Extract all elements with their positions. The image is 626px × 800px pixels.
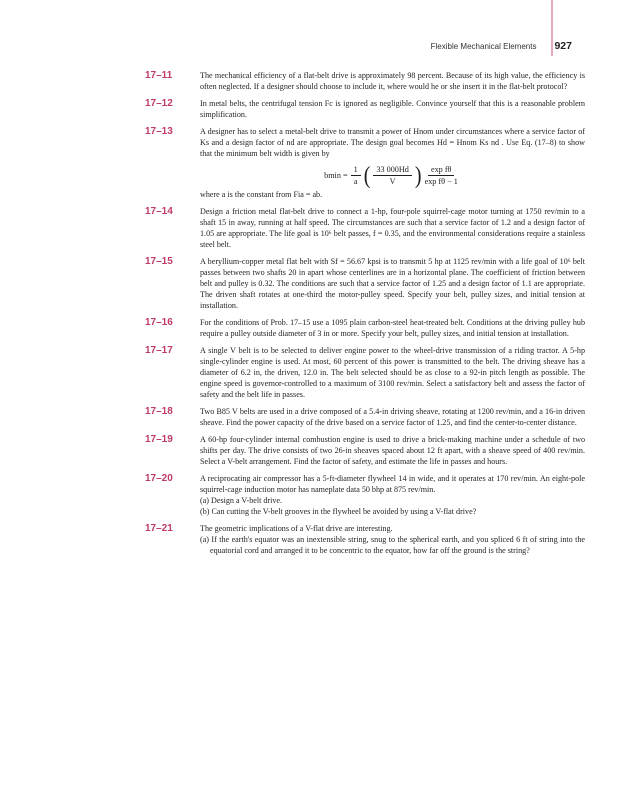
equation-lhs: bmin = xyxy=(324,171,348,180)
page-number: 927 xyxy=(554,40,572,52)
problem-number: 17–20 xyxy=(145,473,173,484)
problem-text: In metal belts, the centrifugal tension Fc is ignored as negligible. Convince yourself that this is a reasonable problem simplification. xyxy=(200,99,585,119)
problem-part-a: (a) Design a V-belt drive. xyxy=(200,496,283,505)
problem-number: 17–15 xyxy=(145,256,173,267)
problem-part-a: (a) If the earth's equator was an inextensible string, snug to the spherical earth, and you spliced 6 ft of string into the equatorial cord and arranged it to be concentric to the equator, how far off the ground is the string? xyxy=(200,535,585,555)
denominator: V xyxy=(389,177,396,186)
problem-text: A single V belt is to be selected to deliver engine power to the wheel-drive transmission of a riding tractor. A 5-hp single-cylinder engine is used. At most, 60 percent of this power is transmitted to the belt. The driving sheave has a diameter of 6.2 in, the driven, 12.0 in. The belt selected should be as close to a 92-in pitch length as possible. The engine speed is governor-controlled to a maximum of 3100 rev/min. Select a satisfactory belt and assess the factor of safety and the belt life in passes. xyxy=(200,346,585,399)
left-paren: ( xyxy=(363,162,371,189)
section-title: Flexible Mechanical Elements xyxy=(430,42,537,51)
problem-part-b: (b) Can cutting the V-belt grooves in the flywheel be avoided by using a V-flat drive? xyxy=(200,507,477,516)
problem-17-13 xyxy=(145,126,585,159)
problem-17-16 xyxy=(145,317,585,339)
problem-text: The geometric implications of a V-flat drive are interesting. xyxy=(200,524,393,533)
problem-number: 17–21 xyxy=(145,523,173,534)
problem-list xyxy=(145,70,585,562)
problem-text: A reciprocating air compressor has a 5-ft-diameter flywheel 14 in wide, and it operates at 170 rev/min. An eight-pole squirrel-cage induction motor has nameplate data 50 bhp at 875 rev/min. xyxy=(200,474,585,494)
problem-number: 17–14 xyxy=(145,206,173,217)
problem-17-18 xyxy=(145,406,585,428)
problem-number: 17–11 xyxy=(145,70,173,81)
problem-17-11 xyxy=(145,70,585,92)
problem-17-17 xyxy=(145,345,585,400)
denominator: a xyxy=(353,177,358,186)
problem-17-14 xyxy=(145,206,585,250)
equation-bmin xyxy=(200,162,585,189)
problem-number: 17–19 xyxy=(145,434,173,445)
problem-17-21 xyxy=(145,523,585,556)
fraction-3 xyxy=(425,165,458,186)
problem-17-12 xyxy=(145,98,585,120)
right-paren: ) xyxy=(414,162,422,189)
denominator: exp fθ − 1 xyxy=(424,177,458,186)
fraction-2 xyxy=(373,165,412,186)
problem-text: A designer has to select a metal-belt drive to transmit a power of Hnom under circumstances where a service factor of Ks and a design factor of nd are appropriate. The design goal becomes Hd = Hnom Ks nd . Use Eq. (17–8) to show that the minimum belt width is given by xyxy=(200,127,585,158)
problem-number: 17–17 xyxy=(145,345,173,356)
problem-number: 17–13 xyxy=(145,126,173,137)
numerator: 33 000Hd xyxy=(373,165,412,176)
problem-text: A 60-hp four-cylinder internal combustion engine is used to drive a brick-making machine under a schedule of two shifts per day. The drive consists of two 26-in sheaves spaced about 12 ft apart, with a sheave speed of 400 rev/min. Select a V-belt arrangement. Find the factor of safety, and estimate the life in passes and hours. xyxy=(200,435,585,466)
numerator: 1 xyxy=(351,165,361,176)
problem-number: 17–12 xyxy=(145,98,173,109)
problem-text: Two B85 V belts are used in a drive composed of a 5.4-in driving sheave, rotating at 1200 rev/min, and a 16-in driven sheave. Find the power capacity of the drive based on a service factor of 1.25, and find the center-to-center distance. xyxy=(200,407,585,427)
problem-17-19 xyxy=(145,434,585,467)
problem-number: 17–18 xyxy=(145,406,173,417)
problem-text: where a is the constant from Fia = ab. xyxy=(200,190,323,199)
problem-text: Design a friction metal flat-belt drive to connect a 1-hp, four-pole squirrel-cage motor turning at 1750 rev/min to a shaft 15 in away, running at half speed. The circumstances are such that a service factor of 1.2 and a design factor of 1.05 are appropriate. The life goal is 10⁶ belt passes, f = 0.35, and the environmental considerations require a stainless steel belt. xyxy=(200,207,585,249)
problem-17-13-continued xyxy=(145,189,585,200)
problem-number: 17–16 xyxy=(145,317,173,328)
fraction-1 xyxy=(351,165,361,186)
numerator: exp fθ xyxy=(428,165,455,176)
running-header xyxy=(431,40,572,52)
problem-text: For the conditions of Prob. 17–15 use a 1095 plain carbon-steel heat-treated belt. Conditions at the driving pulley hub require a pulley outside diameter of 3 in or more. Specify your belt, pulley sizes, and initial tension at installation. xyxy=(200,318,585,338)
problem-17-15 xyxy=(145,256,585,311)
problem-text: The mechanical efficiency of a flat-belt drive is approximately 98 percent. Because of its high value, the efficiency is often neglected. If a designer should choose to include it, where would he or she insert it in the flat-belt protocol? xyxy=(200,71,585,91)
problem-17-20 xyxy=(145,473,585,517)
problem-text: A beryllium-copper metal flat belt with Sf = 56.67 kpsi is to transmit 5 hp at 1125 rev/min with a life goal of 10⁶ belt passes between two shafts 20 in apart whose centerlines are in a horizontal plane. The coefficient of friction between belt and pulley is 0.32. The conditions are such that a service factor of 1.25 and a design factor of 1.1 are appropriate. The driven shaft rotates at one-third the motor-pulley speed. Specify your belt, pulley sizes, and initial tension at installation. xyxy=(200,257,585,310)
